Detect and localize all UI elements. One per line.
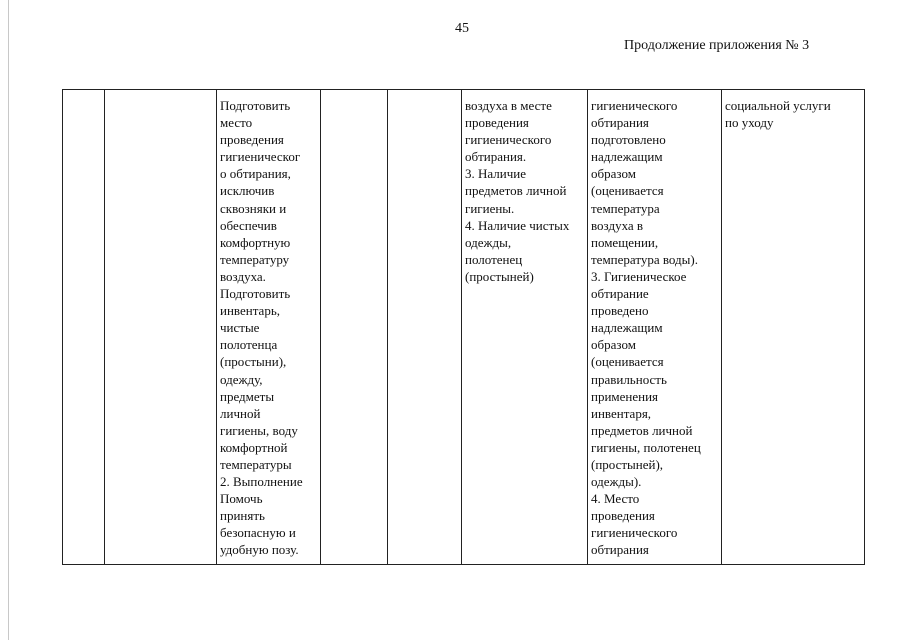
table-cell-quality [588, 90, 722, 565]
table-cell-col5 [388, 90, 462, 565]
requirements-table [62, 89, 865, 565]
service-text: социальной услуги по уходу [725, 98, 831, 131]
procedure-text: Подготовить место проведения гигиеническог о обтирания, исключив сквозняки и обеспечив комфортную температуру воздуха. Подготовить инвентарь, чистые полотенца (простыни), одежду, предметы личной гигиены, воду комфортной температуры 2. Выполнение Помочь принять безопасную и удобную позу. [220, 98, 303, 558]
table-cell-service [722, 90, 865, 565]
table-cell-col4 [321, 90, 388, 565]
table-row [63, 90, 865, 565]
table-cell-procedure [217, 90, 321, 565]
page-number: 45 [455, 21, 469, 36]
criteria-text: воздуха в месте проведения гигиенического обтирания. 3. Наличие предметов личной гигиены. 4. Наличие чистых одежды, полотенец (простыней) [465, 98, 570, 284]
table-cell-col1 [63, 90, 105, 565]
table-cell-col2 [105, 90, 217, 565]
appendix-continuation-label: Продолжение приложения № 3 [624, 38, 810, 53]
table-cell-criteria [462, 90, 588, 565]
page-edge-line [8, 0, 9, 640]
quality-text: гигиенического обтирания подготовлено надлежащим образом (оценивается температура воздуха в помещении, температура воды). 3. Гигиеническое обтирание проведено надлежащим образом (оценивается правильность применения инвентаря, предметов личной гигиены, полотенец (простыней), одежды). 4. Место проведения гигиенического обтирания [591, 98, 701, 558]
